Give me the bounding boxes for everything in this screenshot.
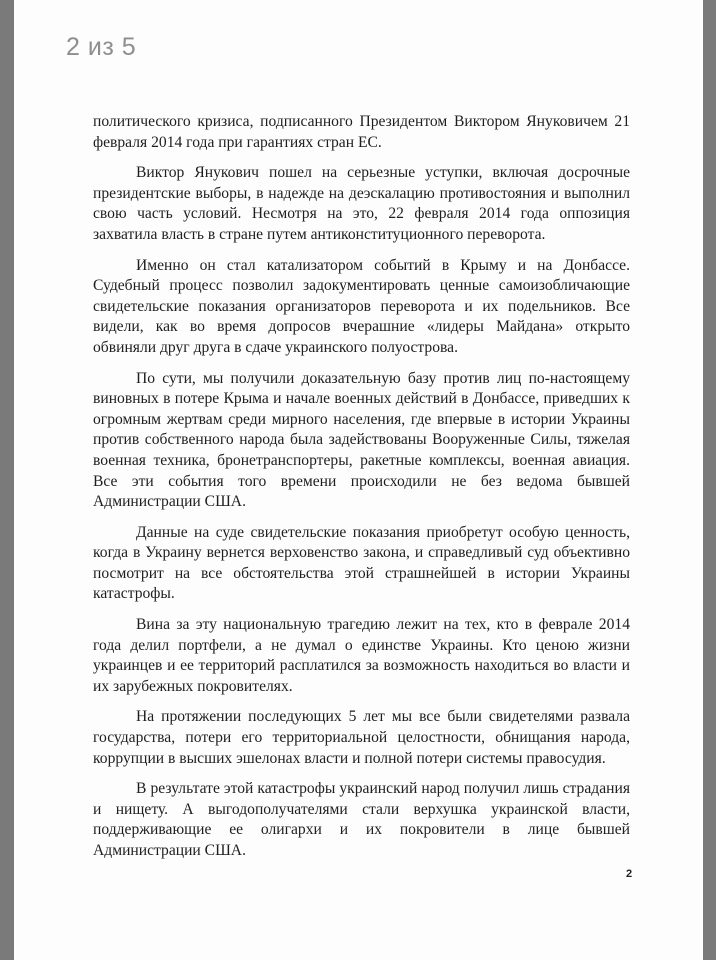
paragraph: Вина за эту национальную трагедию лежит на тех, кто в феврале 2014 года делил портфели, а не думал о единстве Украины. Кто ценою жизни украинцев и ее территорий расплатился за возможность находиться во власти и их зарубежных покровителях. xyxy=(93,616,630,695)
paragraph: политического кризиса, подписанного Президентом Виктором Януковичем 21 февраля 2014 года при гарантиях стран ЕС. xyxy=(93,113,630,151)
document-page xyxy=(14,0,703,960)
document-body xyxy=(93,112,630,872)
paragraph: На протяжении последующих 5 лет мы все были свидетелями развала государства, потери его территориальной целостности, обнищания народа, коррупции в высших эшелонах власти и полной потери системы правосудия. xyxy=(93,708,630,767)
paragraph: Данные на суде свидетельские показания приобретут особую ценность, когда в Украину вернется верховенство закона, и справедливый суд объективно посмотрит на все обстоятельства этой страшнейшей в истории Украины катастрофы. xyxy=(93,523,630,603)
paragraph: В результате этой катастрофы украинский народ получил лишь страдания и нищету. А выгодополучателями стали верхушка украинской власти, поддерживающие ее олигархи и их покровители в лице бывшей Администрации США. xyxy=(93,780,630,859)
page-counter: 2 из 5 xyxy=(66,33,137,61)
paragraph: Виктор Янукович пошел на серьезные уступки, включая досрочные президентские выборы, в надежде на деэскалацию противостояния и выполнил свою часть условий. Несмотря на это, 22 февраля 2014 года оппозиция захватила власть в стране путем антиконституционного переворота. xyxy=(93,164,630,243)
page-number: 2 xyxy=(626,868,633,880)
paragraph: Именно он стал катализатором событий в Крыму и на Донбассе. Судебный процесс позволил задокументировать ценные самоизобличающие свидетельские показания организаторов переворота и их подельников. Все видели, как во время допросов вчерашние «лидеры Майдана» открыто обвиняли друг друга в сдаче украинского полуострова. xyxy=(93,256,630,356)
paragraph: По сути, мы получили доказательную базу против лиц по-настоящему виновных в потере Крыма и начале военных действий в Донбассе, приведших к огромным жертвам среди мирного населения, где впервые в истории Украины против собственного народа была задействованы Вооруженные Силы, тяжелая военная техника, бронетранспортеры, ракетные комплексы, военная авиация. Все эти события того времени происходили не без ведома бывшей Администрации США. xyxy=(93,369,630,511)
